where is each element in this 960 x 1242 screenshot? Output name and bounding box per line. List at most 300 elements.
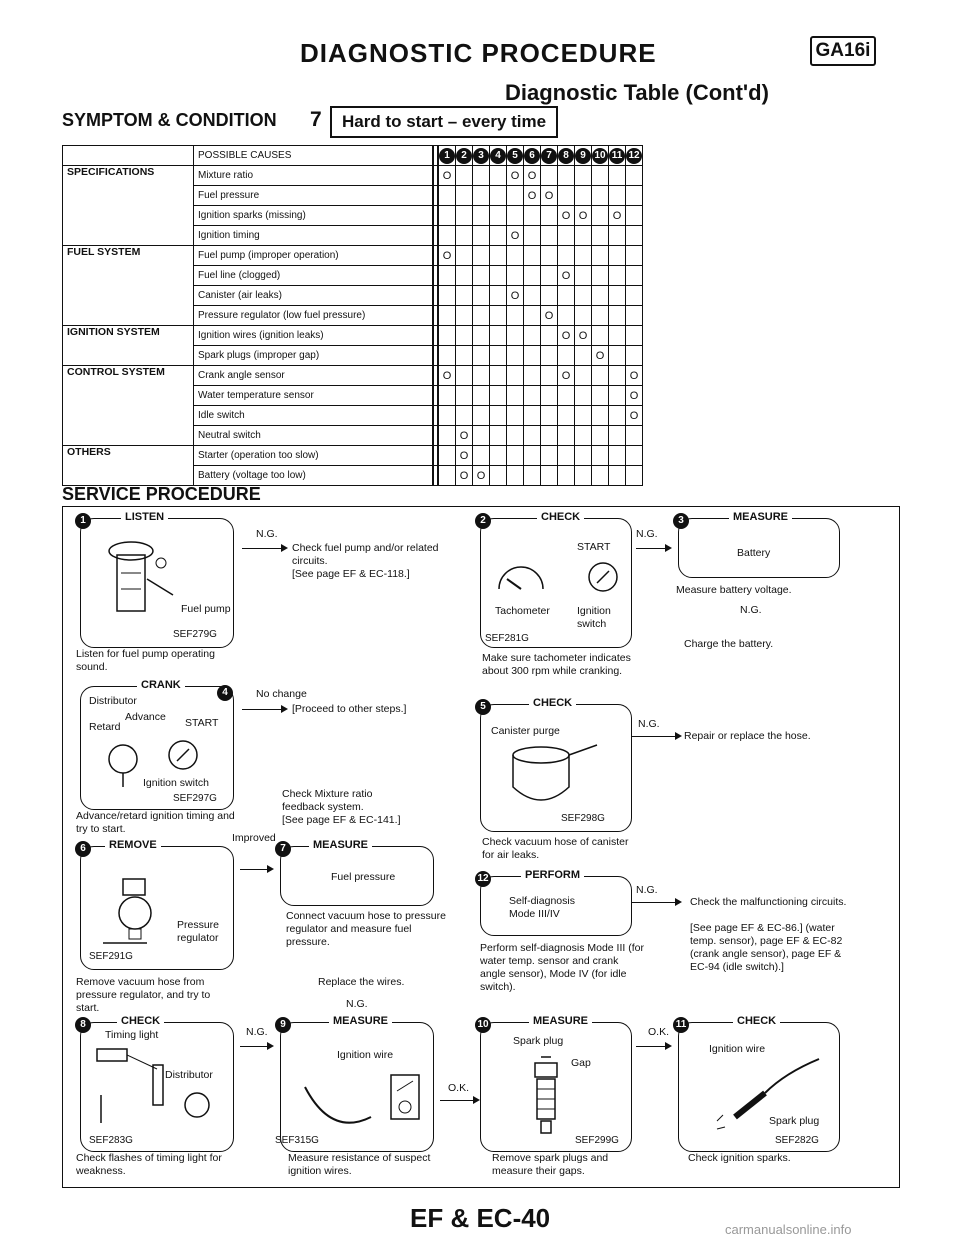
mark-cell <box>490 466 507 486</box>
category-cell <box>63 466 194 486</box>
mark-cell <box>456 306 473 326</box>
mark-cell <box>592 166 609 186</box>
mark-cell <box>507 186 524 206</box>
step-10-box <box>477 1015 632 1152</box>
mark-cell <box>626 286 643 306</box>
step-6-title: REMOVE <box>105 839 161 851</box>
mark-cell <box>592 386 609 406</box>
step-1-ng: N.G. <box>256 528 278 540</box>
cause-cell: Spark plugs (improper gap) <box>194 346 434 366</box>
mark-cell <box>507 426 524 446</box>
mark-cell <box>575 426 592 446</box>
mark-cell <box>609 166 626 186</box>
mark-cell <box>490 306 507 326</box>
mark-cell <box>541 266 558 286</box>
mark-cell <box>438 326 456 346</box>
step-number-badge: 4 <box>490 148 506 164</box>
mark-cell: O <box>575 326 592 346</box>
mark-cell <box>575 386 592 406</box>
mark-cell <box>490 426 507 446</box>
step-2-caption: Make sure tachometer indicates about 300 rpm while cranking. <box>482 652 631 677</box>
mark-cell <box>473 306 490 326</box>
mark-cell: O <box>507 226 524 246</box>
step-12-part: Self-diagnosis Mode III/IV <box>509 895 575 920</box>
step-1-ng-ref: [See page EF & EC-118.] <box>292 568 410 580</box>
mark-cell <box>592 366 609 386</box>
category-cell <box>63 346 194 366</box>
mark-cell <box>609 306 626 326</box>
step-2-box <box>480 511 632 648</box>
mark-cell <box>490 446 507 466</box>
step-header-4 <box>490 146 507 166</box>
mark-cell: O <box>626 406 643 426</box>
cause-cell: Ignition wires (ignition leaks) <box>194 326 434 346</box>
mark-cell <box>473 166 490 186</box>
table-row <box>63 386 643 406</box>
step-4-box <box>80 679 234 810</box>
mark-cell <box>626 226 643 246</box>
mark-cell: O <box>558 266 575 286</box>
tachometer-icon <box>493 555 623 601</box>
mark-cell <box>541 386 558 406</box>
cause-cell: Fuel pump (improper operation) <box>194 246 434 266</box>
step-3-part: Battery <box>737 547 771 559</box>
engine-badge: GA16i <box>810 36 876 66</box>
mark-cell <box>575 446 592 466</box>
step-header-2 <box>456 146 473 166</box>
mark-cell <box>490 206 507 226</box>
step-9-part: Ignition wire <box>337 1049 394 1061</box>
step-10-ok: O.K. <box>648 1026 670 1038</box>
mark-cell <box>456 286 473 306</box>
mark-cell <box>524 406 541 426</box>
step-11-plug: Spark plug <box>769 1115 820 1127</box>
mark-cell <box>609 186 626 206</box>
step-8-box <box>80 1015 234 1152</box>
mark-cell <box>490 286 507 306</box>
mark-cell <box>524 246 541 266</box>
mark-cell <box>592 286 609 306</box>
step-4-advance: Advance <box>125 711 166 723</box>
mark-cell <box>438 426 456 446</box>
category-cell <box>63 286 194 306</box>
step-1-caption: Listen for fuel pump operating sound. <box>76 648 215 673</box>
step-11-ref: SEF282G <box>775 1135 819 1146</box>
step-10-ref: SEF299G <box>575 1135 619 1146</box>
table-row <box>63 286 643 306</box>
step-4-retard: Retard <box>89 721 121 733</box>
step-2-ign: Ignition switch <box>577 605 611 630</box>
mark-cell <box>456 246 473 266</box>
step-number-badge: 7 <box>541 148 557 164</box>
symptom-number: 7 <box>310 108 322 131</box>
step-4-caption: Advance/retard ignition timing and try to start. <box>76 810 235 835</box>
mark-cell: O <box>541 186 558 206</box>
step-1-ng-arrow <box>242 548 286 549</box>
step-11-caption: Check ignition sparks. <box>688 1152 791 1164</box>
step-header-1 <box>438 146 456 166</box>
mark-cell: O <box>626 366 643 386</box>
step-1-ng-action: Check fuel pump and/or related circuits. <box>292 542 439 567</box>
step-4-ref: SEF297G <box>173 793 217 804</box>
step-9-ok-arrow <box>440 1100 478 1101</box>
table-row <box>63 466 643 486</box>
mark-cell <box>473 206 490 226</box>
category-cell <box>63 406 194 426</box>
step-1-box <box>80 511 234 648</box>
mark-cell <box>626 346 643 366</box>
mark-cell <box>558 346 575 366</box>
step-7-title: MEASURE <box>309 839 372 851</box>
mark-cell <box>507 386 524 406</box>
step-6-caption: Remove vacuum hose from pressure regulator, and try to start. <box>76 976 211 1014</box>
mark-cell: O <box>473 466 490 486</box>
mark-cell: O <box>592 346 609 366</box>
step-header-12 <box>626 146 643 166</box>
mark-cell <box>575 246 592 266</box>
mark-cell: O <box>558 206 575 226</box>
step-number-badge: 3 <box>473 148 489 164</box>
mark-cell <box>456 166 473 186</box>
step-number-badge: 6 <box>524 148 540 164</box>
mark-cell <box>438 286 456 306</box>
mark-cell: O <box>626 386 643 406</box>
cause-cell: Water temperature sensor <box>194 386 434 406</box>
step-4-mix-ref: [See page EF & EC-141.] <box>282 814 401 826</box>
step-12-box <box>477 869 632 936</box>
mark-cell <box>438 206 456 226</box>
step-1-number: 1 <box>75 513 91 529</box>
mark-cell: O <box>541 306 558 326</box>
step-3-caption: Measure battery voltage. <box>676 584 792 596</box>
timing-light-icon <box>93 1045 223 1125</box>
mark-cell <box>541 446 558 466</box>
step-4-nochange-action: [Proceed to other steps.] <box>292 703 407 715</box>
step-6-arrow <box>240 869 272 870</box>
mark-cell: O <box>507 286 524 306</box>
mark-cell <box>626 266 643 286</box>
mark-cell <box>626 426 643 446</box>
mark-cell <box>524 326 541 346</box>
canister-icon <box>501 741 611 813</box>
mark-cell <box>438 466 456 486</box>
mark-cell <box>456 326 473 346</box>
symptom-label: SYMPTOM & CONDITION <box>62 110 277 130</box>
mark-cell <box>558 406 575 426</box>
mark-cell <box>438 306 456 326</box>
mark-cell <box>609 446 626 466</box>
step-header-11 <box>609 146 626 166</box>
mark-cell <box>626 186 643 206</box>
step-8-part: Timing light <box>105 1029 159 1041</box>
step-4-mix: Check Mixture ratio feedback system. <box>282 788 373 813</box>
cause-cell: Crank angle sensor <box>194 366 434 386</box>
mark-cell <box>524 426 541 446</box>
symptom-condition: Hard to start – every time <box>330 106 558 138</box>
step-3-title: MEASURE <box>729 511 792 523</box>
step-7-box <box>280 839 434 906</box>
step-header-7 <box>541 146 558 166</box>
step-3-box <box>678 511 840 578</box>
cause-cell: Canister (air leaks) <box>194 286 434 306</box>
mark-cell <box>541 406 558 426</box>
table-row <box>63 246 643 266</box>
category-cell: FUEL SYSTEM <box>63 246 194 266</box>
step-9-ok: O.K. <box>448 1082 470 1094</box>
step-header-9 <box>575 146 592 166</box>
mark-cell <box>507 406 524 426</box>
step-10-title: MEASURE <box>529 1015 592 1027</box>
cause-cell: Ignition sparks (missing) <box>194 206 434 226</box>
mark-cell <box>473 326 490 346</box>
step-number-badge: 12 <box>626 148 642 164</box>
mark-cell <box>609 466 626 486</box>
mark-cell: O <box>575 206 592 226</box>
mark-cell <box>558 386 575 406</box>
cause-cell: Battery (voltage too low) <box>194 466 434 486</box>
mark-cell <box>438 386 456 406</box>
mark-cell <box>575 406 592 426</box>
mark-cell <box>626 306 643 326</box>
mark-cell <box>592 426 609 446</box>
mark-cell <box>609 346 626 366</box>
step-6-ref: SEF291G <box>89 951 133 962</box>
step-header-5 <box>507 146 524 166</box>
step-12-ng-arrow <box>632 902 680 903</box>
mark-cell <box>456 406 473 426</box>
cause-cell: Pressure regulator (low fuel pressure) <box>194 306 434 326</box>
step-7-ng: N.G. <box>346 998 368 1010</box>
category-cell <box>63 386 194 406</box>
mark-cell: O <box>558 366 575 386</box>
mark-cell <box>524 306 541 326</box>
category-cell: IGNITION SYSTEM <box>63 326 194 346</box>
mark-cell <box>541 366 558 386</box>
mark-cell <box>524 386 541 406</box>
mark-cell <box>438 266 456 286</box>
mark-cell <box>592 226 609 246</box>
table-row <box>63 186 643 206</box>
ohmmeter-icon <box>301 1067 425 1135</box>
category-cell <box>63 306 194 326</box>
step-5-title: CHECK <box>529 697 576 709</box>
mark-cell: O <box>609 206 626 226</box>
step-5-number: 5 <box>475 699 491 715</box>
mark-cell <box>507 446 524 466</box>
mark-cell: O <box>524 166 541 186</box>
mark-cell <box>490 366 507 386</box>
mark-cell <box>575 466 592 486</box>
step-8-ref: SEF283G <box>89 1135 133 1146</box>
mark-cell <box>438 446 456 466</box>
mark-cell <box>456 226 473 246</box>
mark-cell <box>558 306 575 326</box>
step-10-ok-arrow <box>636 1046 670 1047</box>
step-3-ng-action: Charge the battery. <box>684 638 774 650</box>
mark-cell <box>490 266 507 286</box>
step-4-start: START <box>185 717 219 729</box>
mark-cell <box>490 186 507 206</box>
mark-cell: O <box>438 366 456 386</box>
mark-cell <box>558 186 575 206</box>
cause-cell: Fuel pressure <box>194 186 434 206</box>
mark-cell <box>575 226 592 246</box>
cause-cell: Idle switch <box>194 406 434 426</box>
step-4-title: CRANK <box>137 679 185 691</box>
page-title: DIAGNOSTIC PROCEDURE <box>300 38 657 68</box>
step-number-badge: 9 <box>575 148 591 164</box>
mark-cell: O <box>456 426 473 446</box>
step-11-box <box>675 1015 840 1152</box>
mark-cell <box>575 286 592 306</box>
mark-cell: O <box>507 166 524 186</box>
step-number-badge: 11 <box>609 148 625 164</box>
step-5-ng: N.G. <box>638 718 660 730</box>
mark-cell <box>575 366 592 386</box>
mark-cell <box>609 426 626 446</box>
mark-cell <box>507 266 524 286</box>
mark-cell <box>592 466 609 486</box>
mark-cell <box>609 226 626 246</box>
cause-cell: Ignition timing <box>194 226 434 246</box>
mark-cell <box>592 446 609 466</box>
mark-cell <box>558 466 575 486</box>
step-header-6 <box>524 146 541 166</box>
step-4-nochange-arrow <box>242 709 286 710</box>
cause-cell: Mixture ratio <box>194 166 434 186</box>
mark-cell <box>507 346 524 366</box>
mark-cell <box>507 366 524 386</box>
mark-cell <box>541 226 558 246</box>
step-8-title: CHECK <box>117 1015 164 1027</box>
category-cell <box>63 426 194 446</box>
mark-cell <box>609 246 626 266</box>
fuel-pump-icon <box>101 533 181 621</box>
mark-cell <box>558 286 575 306</box>
step-5-ref: SEF298G <box>561 813 605 824</box>
cause-cell: Fuel line (clogged) <box>194 266 434 286</box>
mark-cell <box>541 246 558 266</box>
step-12-ng: N.G. <box>636 884 658 896</box>
cause-cell: Starter (operation too slow) <box>194 446 434 466</box>
mark-cell: O <box>456 466 473 486</box>
mark-cell <box>473 346 490 366</box>
mark-cell <box>575 166 592 186</box>
table-row <box>63 266 643 286</box>
diagnostic-table <box>62 145 643 486</box>
table-row <box>63 166 643 186</box>
step-2-ng-arrow <box>636 548 670 549</box>
mark-cell <box>438 346 456 366</box>
step-7-number: 7 <box>275 841 291 857</box>
mark-cell: O <box>524 186 541 206</box>
step-6-number: 6 <box>75 841 91 857</box>
step-8-dist: Distributor <box>165 1069 213 1081</box>
step-header-10 <box>592 146 609 166</box>
step-4-nochange: No change <box>256 688 307 700</box>
category-cell <box>63 226 194 246</box>
mark-cell <box>592 246 609 266</box>
mark-cell <box>541 206 558 226</box>
step-4-improved: Improved <box>232 832 276 844</box>
mark-cell <box>558 166 575 186</box>
mark-cell <box>438 226 456 246</box>
step-1-ref: SEF279G <box>173 629 217 640</box>
mark-cell <box>541 466 558 486</box>
table-row <box>63 226 643 246</box>
mark-cell <box>575 186 592 206</box>
mark-cell <box>507 206 524 226</box>
step-10-gap: Gap <box>571 1057 591 1069</box>
step-header-8 <box>558 146 575 166</box>
step-5-ng-action: Repair or replace the hose. <box>684 730 811 742</box>
mark-cell <box>473 366 490 386</box>
mark-cell <box>541 166 558 186</box>
mark-cell <box>592 206 609 226</box>
mark-cell <box>490 166 507 186</box>
step-10-number: 10 <box>475 1017 491 1033</box>
mark-cell <box>490 246 507 266</box>
step-8-ng: N.G. <box>246 1026 268 1038</box>
category-cell: SPECIFICATIONS <box>63 166 194 186</box>
mark-cell <box>490 226 507 246</box>
mark-cell <box>473 266 490 286</box>
mark-cell <box>575 346 592 366</box>
mark-cell <box>473 406 490 426</box>
mark-cell <box>456 186 473 206</box>
mark-cell <box>558 446 575 466</box>
step-10-part: Spark plug <box>513 1035 564 1047</box>
mark-cell <box>609 366 626 386</box>
mark-cell <box>609 266 626 286</box>
table-row <box>63 406 643 426</box>
step-11-title: CHECK <box>733 1015 780 1027</box>
step-8-caption: Check flashes of timing light for weakness. <box>76 1152 222 1177</box>
step-4-ign: Ignition switch <box>143 777 209 789</box>
mark-cell <box>524 366 541 386</box>
mark-cell <box>507 306 524 326</box>
mark-cell <box>592 186 609 206</box>
table-row <box>63 446 643 466</box>
step-10-caption: Remove spark plugs and measure their gaps. <box>492 1152 609 1177</box>
step-6-part: Pressure regulator <box>177 919 220 944</box>
mark-cell <box>473 386 490 406</box>
step-12-ng-action: Check the malfunctioning circuits. <box>690 896 847 908</box>
step-5-box <box>480 697 632 832</box>
mark-cell <box>541 286 558 306</box>
step-number-badge: 8 <box>558 148 574 164</box>
mark-cell <box>558 226 575 246</box>
mark-cell <box>609 286 626 306</box>
mark-cell <box>524 466 541 486</box>
step-9-box <box>275 1015 434 1152</box>
mark-cell <box>609 386 626 406</box>
mark-cell <box>626 206 643 226</box>
step-5-caption: Check vacuum hose of canister for air leaks. <box>482 836 629 861</box>
category-cell: OTHERS <box>63 446 194 466</box>
step-11-number: 11 <box>673 1017 689 1033</box>
step-11-part: Ignition wire <box>709 1043 766 1055</box>
step-3-number: 3 <box>673 513 689 529</box>
step-2-start: START <box>577 541 611 553</box>
step-2-title: CHECK <box>537 511 584 523</box>
mark-cell <box>490 386 507 406</box>
pressure-regulator-icon <box>103 871 173 951</box>
mark-cell <box>626 246 643 266</box>
mark-cell <box>507 246 524 266</box>
mark-cell <box>609 326 626 346</box>
mark-cell <box>592 266 609 286</box>
